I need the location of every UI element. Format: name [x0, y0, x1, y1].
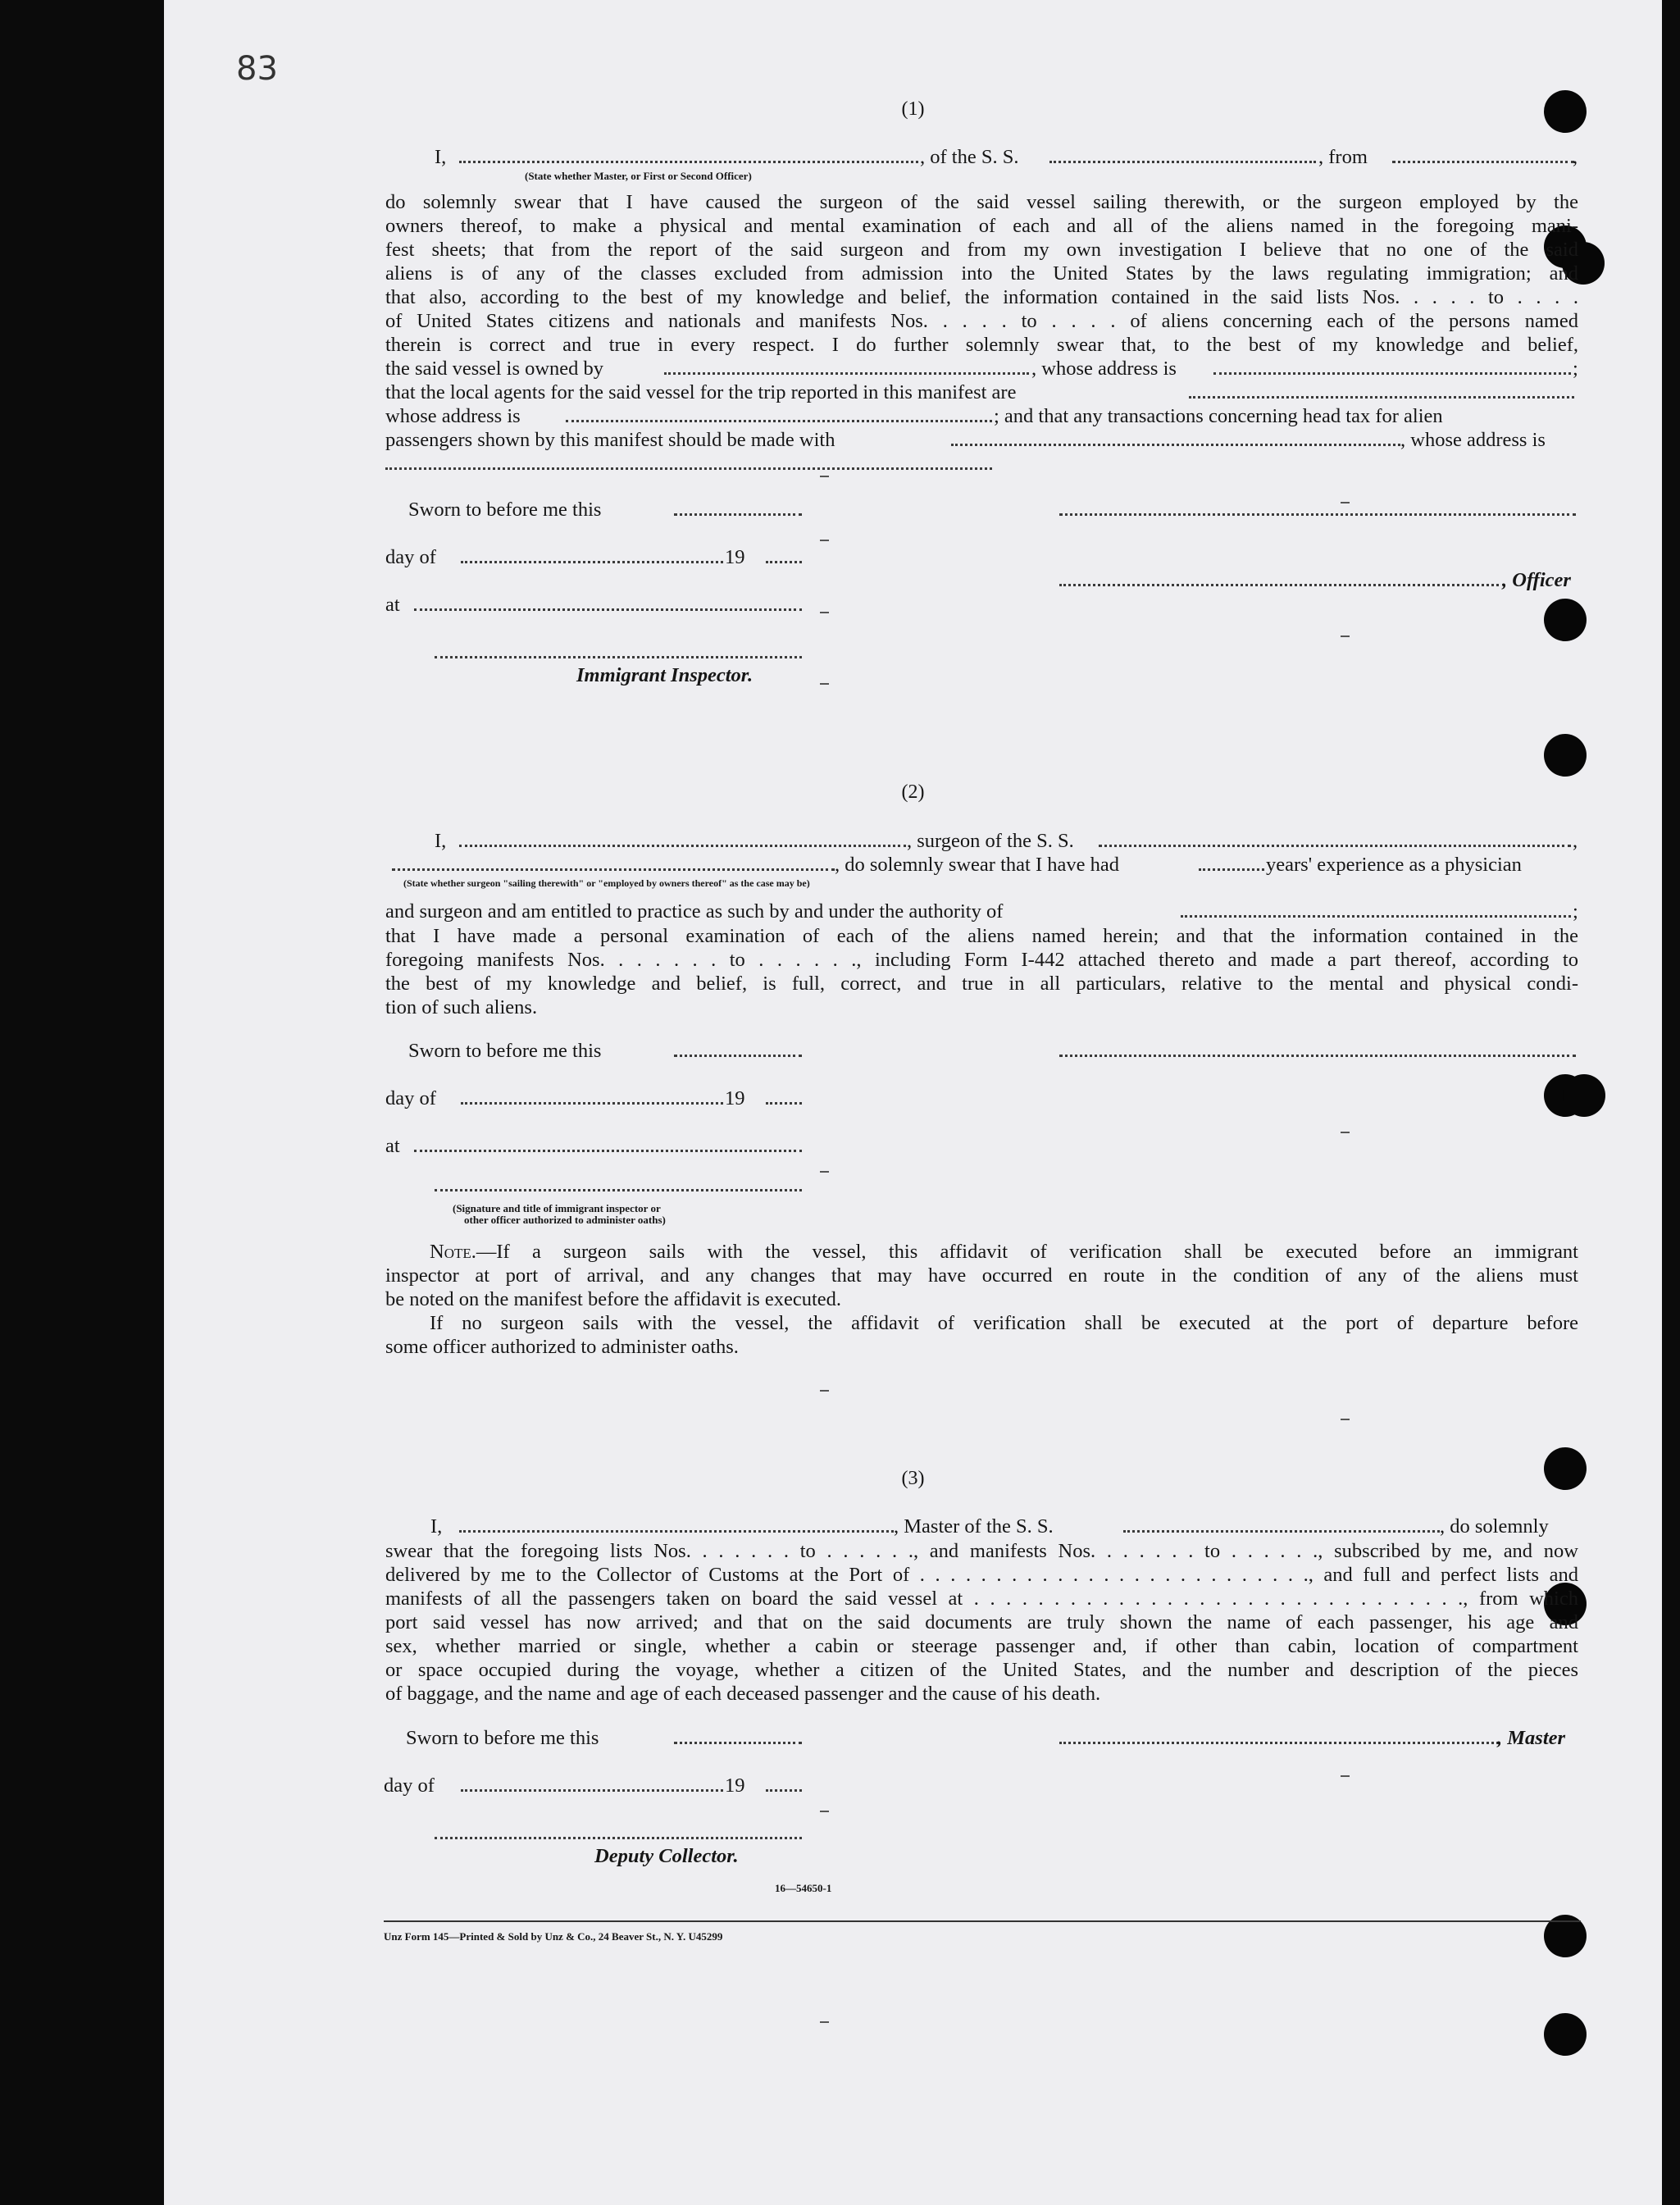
s1-oath-line: therein is correct and true in every respect. I do further solemnly swear that, to the best of my knowledge and belief,	[385, 334, 1578, 356]
s1-year-label: 19	[725, 546, 745, 568]
show-through-mark	[820, 540, 829, 541]
show-through-mark	[820, 612, 829, 613]
punch-hole	[1544, 2013, 1587, 2056]
s3-solemnly-text: , do solemnly	[1440, 1515, 1549, 1538]
s1-semicolon: ;	[1573, 358, 1578, 380]
s3-day-of-label: day of	[384, 1774, 435, 1797]
s2-authority-text: and surgeon and am entitled to practice as such by and under the authority of	[385, 900, 1004, 923]
s1-ship-name-field[interactable]	[1049, 161, 1316, 163]
s1-officer-signature-field[interactable]	[1059, 584, 1499, 586]
s1-local-agents-label: that the local agents for the said vessel for the trip reported in this manifest are	[385, 381, 1017, 403]
s1-oath-line: owners thereof, to make a physical and mental examination of each and all of the aliens named in the foregoing mani-	[385, 215, 1578, 237]
s1-oath-line: do solemnly swear that I have caused the surgeon of the said vessel sailing therewith, or the surgeon employed by the	[385, 191, 1578, 213]
s3-oath-line: delivered by me to the Collector of Customs at the Port of . . . . . . . . . . . . . . . . . . . . . . . . . ., and full and perfect lists and	[385, 1564, 1578, 1586]
show-through-mark	[820, 476, 829, 477]
s3-collector-signature-field[interactable]	[435, 1837, 802, 1839]
note-line: some officer authorized to administer oaths.	[385, 1336, 739, 1358]
s1-master-signature-field[interactable]	[1059, 513, 1576, 516]
s2-surgeon-signature-field[interactable]	[1059, 1055, 1576, 1057]
s3-pronoun: I,	[430, 1515, 443, 1538]
s3-oath-line: manifests of all the passengers taken on board the said vessel at . . . . . . . . . . . . . . . . . . . . . . . . . . . . . . ., from which	[385, 1588, 1578, 1610]
s3-master-label: , Master	[1497, 1727, 1566, 1749]
printer-line: Unz Form 145—Printed & Sold by Unz & Co., 24 Beaver St., N. Y. U45299	[384, 1930, 723, 1943]
s1-owner-address-label: , whose address is	[1031, 358, 1177, 380]
s1-oath-line: aliens is of any of the classes excluded from admission into the United States by the laws regulating immigration; and	[385, 262, 1578, 285]
s3-master-name-field[interactable]	[459, 1530, 894, 1533]
show-through-mark	[820, 2021, 829, 2023]
s2-at-label: at	[385, 1135, 400, 1157]
show-through-mark	[1341, 1775, 1350, 1777]
s1-of-the-ss-label: , of the S. S.	[920, 146, 1019, 168]
s2-sworn-label: Sworn to before me this	[408, 1040, 602, 1062]
s1-local-agents-field[interactable]	[1189, 396, 1574, 399]
note-line: —If a surgeon sails with the vessel, this affidavit of verification shall be executed before an immigrant	[476, 1241, 1578, 1263]
s3-sworn-date-field[interactable]	[674, 1742, 802, 1744]
s2-place-field[interactable]	[414, 1150, 802, 1152]
s1-officer-label: , Officer	[1502, 569, 1571, 591]
s3-oath-line: or space occupied during the voyage, whether a citizen of the United States, and the number and description of the pieces	[385, 1659, 1578, 1681]
s1-comma: ,	[1573, 146, 1578, 168]
s2-month-field[interactable]	[461, 1102, 723, 1105]
s3-year-field[interactable]	[766, 1789, 802, 1792]
s1-master-note: (State whether Master, or First or Second Officer)	[525, 170, 752, 182]
s2-ship-name-field[interactable]	[1099, 845, 1571, 847]
s1-agent-address-label: whose address is	[385, 405, 521, 427]
s2-oath-paragraph	[385, 924, 1578, 1019]
s1-sworn-label: Sworn to before me this	[408, 499, 602, 521]
show-through-mark	[820, 1390, 829, 1392]
note-paragraph	[385, 1240, 1578, 1359]
s2-swear-text: , do solemnly swear that I have had	[835, 854, 1119, 876]
footer-rule	[384, 1920, 1581, 1922]
s3-month-field[interactable]	[461, 1789, 723, 1792]
s2-oath-line: foregoing manifests Nos. . . . . . . to . . . . . ., including Form I-442 attached thereto and made a part thereof, according to	[385, 949, 1578, 971]
s3-oath-paragraph	[385, 1539, 1578, 1706]
note-line-with-label	[385, 1240, 1578, 1264]
s1-inspector-signature-field[interactable]	[435, 656, 802, 658]
s2-year-label: 19	[725, 1087, 745, 1109]
show-through-mark	[1341, 1419, 1350, 1420]
note-line: If no surgeon sails with the vessel, the affidavit of verification shall be executed at the port of departure before	[430, 1312, 1578, 1334]
punch-hole	[1544, 734, 1587, 777]
s2-years-field[interactable]	[1199, 868, 1264, 871]
s1-place-field[interactable]	[414, 608, 802, 611]
s3-sworn-label: Sworn to before me this	[406, 1727, 599, 1749]
show-through-mark	[1341, 502, 1350, 503]
punch-hole	[1563, 1074, 1605, 1117]
s1-oath-line: of United States citizens and nationals and manifests Nos. . . . . to . . . . of aliens concerning each of the persons named	[385, 310, 1578, 332]
s2-semicolon: ;	[1573, 900, 1578, 923]
s2-oath-line: the best of my knowledge and belief, is full, correct, and true in all particulars, relative to the mental and physical condi-	[385, 973, 1578, 995]
s3-oath-line: port said vessel has now arrived; and that on the said documents are truly shown the name of each passenger, his age and	[385, 1611, 1578, 1633]
section-3-number: (3)	[901, 1468, 925, 1489]
s2-surgeon-name-field[interactable]	[459, 845, 906, 847]
s3-oath-line: swear that the foregoing lists Nos. . . . . . . to . . . . . ., and manifests Nos. . . . . . . to . . . . . ., subscribed by me, and now	[385, 1540, 1578, 1562]
s2-authority-field[interactable]	[1181, 915, 1571, 918]
s1-owner-address-field[interactable]	[1213, 372, 1571, 375]
s2-signature-field[interactable]	[435, 1189, 802, 1191]
s2-signature-note-line: other officer authorized to administer oaths)	[464, 1214, 666, 1226]
s1-agent-address-field[interactable]	[566, 420, 992, 422]
s1-oath-paragraph	[385, 190, 1578, 357]
note-label: Note.	[430, 1241, 476, 1263]
s1-month-field[interactable]	[461, 561, 723, 563]
s1-head-tax-text: ; and that any transactions concerning head tax for alien	[994, 405, 1443, 427]
s2-comma: ,	[1573, 830, 1578, 852]
s2-surgeon-note: (State whether surgeon "sailing therewith" or "employed by owners thereof" as the case may be)	[403, 877, 810, 889]
handwritten-page-number: 83	[236, 50, 278, 88]
s1-inspector-title: Immigrant Inspector.	[576, 664, 753, 686]
s1-oath-line: fest sheets; that from the report of the said surgeon and from my own investigation I believe that no one of the said	[385, 239, 1578, 261]
s1-head-tax-address-field[interactable]	[385, 467, 992, 470]
show-through-mark	[1341, 1132, 1350, 1133]
s2-pronoun: I,	[435, 830, 447, 852]
s2-sworn-date-field[interactable]	[674, 1055, 802, 1057]
s1-from-label: , from	[1318, 146, 1368, 168]
s3-oath-line: of baggage, and the name and age of each deceased passenger and the cause of his death.	[385, 1683, 1101, 1705]
s1-from-field[interactable]	[1392, 161, 1574, 163]
s2-oath-line: that I have made a personal examination of each of the aliens named herein; and that the information contained in the	[385, 925, 1578, 947]
s3-oath-line: sex, whether married or single, whether a cabin or steerage passenger and, if other than cabin, location of compartment	[385, 1635, 1578, 1657]
s1-day-of-label: day of	[385, 546, 436, 568]
s1-passengers-text: passengers shown by this manifest should be made with	[385, 429, 835, 451]
s1-owned-by-label: the said vessel is owned by	[385, 358, 604, 380]
show-through-mark	[820, 1811, 829, 1812]
s3-master-signature-field[interactable]	[1059, 1742, 1499, 1744]
s2-year-field[interactable]	[766, 1102, 802, 1105]
note-line: inspector at port of arrival, and any changes that may have occurred en route in the condition of any of the aliens must	[385, 1264, 1578, 1287]
s1-at-label: at	[385, 594, 400, 616]
show-through-mark	[820, 683, 829, 685]
s2-surgeon-type-field[interactable]	[392, 868, 835, 871]
s1-year-field[interactable]	[766, 561, 802, 563]
s2-surgeon-of-ss-label: , surgeon of the S. S.	[907, 830, 1074, 852]
form-code: 16—54650-1	[775, 1882, 832, 1894]
s2-years-text: years' experience as a physician	[1266, 854, 1522, 876]
note-line: be noted on the manifest before the affidavit is executed.	[385, 1288, 842, 1310]
form-page	[164, 0, 1662, 2205]
s1-head-tax-party-field[interactable]	[951, 444, 1400, 446]
section-2-number: (2)	[901, 781, 925, 803]
s3-master-of-ss-label: , Master of the S. S.	[894, 1515, 1054, 1538]
s3-collector-title: Deputy Collector.	[594, 1845, 739, 1867]
s1-oath-line: that also, according to the best of my knowledge and belief, the information contained in the said lists Nos. . . . . to . . . .	[385, 286, 1578, 308]
s1-owner-field[interactable]	[664, 372, 1029, 375]
s2-oath-line: tion of such aliens.	[385, 996, 538, 1018]
show-through-mark	[1341, 636, 1350, 637]
punch-hole	[1544, 599, 1587, 641]
s2-signature-note-line: (Signature and title of immigrant inspector or	[453, 1202, 661, 1214]
s2-day-of-label: day of	[385, 1087, 436, 1109]
s3-ship-name-field[interactable]	[1123, 1530, 1440, 1533]
s3-year-label: 19	[725, 1774, 745, 1797]
s1-sworn-date-field[interactable]	[674, 513, 802, 516]
s1-master-field[interactable]	[459, 161, 918, 163]
section-1-number: (1)	[901, 98, 925, 120]
show-through-mark	[820, 1171, 829, 1173]
s1-head-tax-address-label: , whose address is	[1400, 429, 1546, 451]
s1-pronoun: I,	[435, 146, 447, 168]
